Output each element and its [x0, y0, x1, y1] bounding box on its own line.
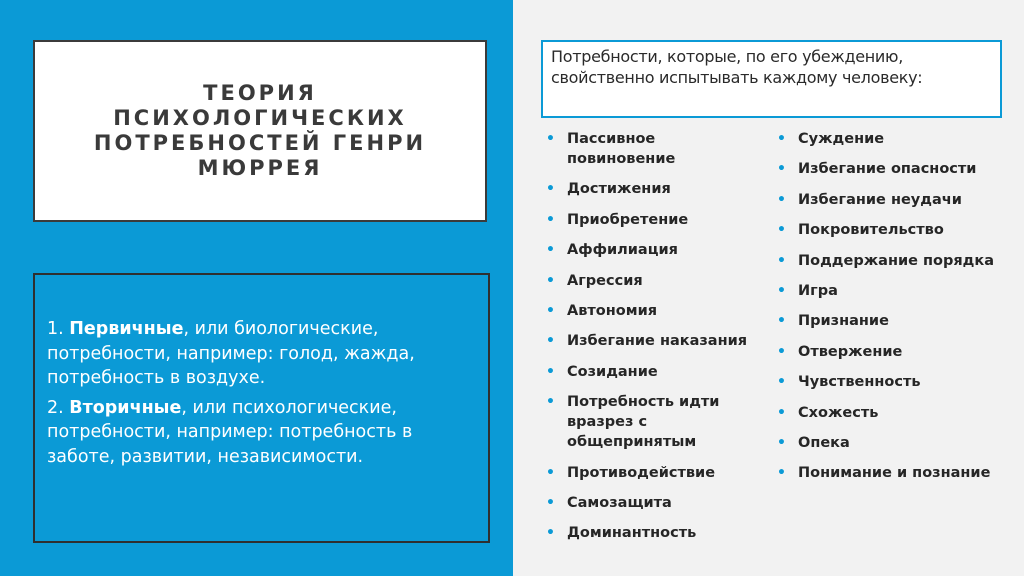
- need-label: Достижения: [567, 181, 671, 198]
- needs-list-right: [777, 129, 1017, 494]
- bullet-icon: •: [546, 525, 555, 542]
- bullet-icon: •: [777, 404, 786, 421]
- need-label: Пассивное повиновение: [567, 131, 676, 167]
- need-item: [777, 372, 1017, 392]
- bullet-icon: •: [546, 211, 555, 228]
- bullet-icon: •: [546, 363, 555, 380]
- bullet-icon: •: [777, 282, 786, 299]
- bullet-icon: •: [546, 464, 555, 481]
- bullet-icon: •: [777, 434, 786, 451]
- need-label: Схожесть: [798, 404, 879, 421]
- need-label: Избегание наказания: [567, 333, 748, 350]
- bullet-icon: •: [777, 161, 786, 178]
- need-label: Автономия: [567, 302, 658, 319]
- bullet-icon: •: [546, 333, 555, 350]
- need-label: Покровительство: [798, 222, 944, 239]
- needs-list-left: [546, 129, 766, 554]
- need-label: Суждение: [798, 131, 885, 147]
- need-item: [777, 463, 1017, 483]
- need-item: [777, 433, 1017, 453]
- callout-box: Потребности, которые, по его убеждению, свойственно испытывать каждому человеку:: [541, 40, 1002, 118]
- bullet-icon: •: [546, 181, 555, 198]
- bullet-icon: •: [546, 272, 555, 289]
- need-item: [546, 301, 766, 321]
- bullet-icon: •: [546, 302, 555, 319]
- need-item: [546, 523, 766, 543]
- need-item: [546, 271, 766, 291]
- secondary-needs-text: , или психологические, потребности, например: потребность в заботе, развитии, независимости.: [47, 397, 413, 467]
- need-label: Поддержание порядка: [798, 252, 995, 269]
- need-label: Понимание и познание: [798, 465, 991, 482]
- bullet-icon: •: [777, 313, 786, 330]
- bullet-icon: •: [546, 131, 555, 147]
- need-label: Самозащита: [567, 494, 672, 511]
- need-item: [546, 331, 766, 351]
- need-item: [546, 493, 766, 513]
- need-label: Избегание опасности: [798, 161, 977, 178]
- bullet-icon: •: [777, 343, 786, 360]
- slide-title: ТЕОРИЯ ПСИХОЛОГИЧЕСКИХ ПОТРЕБНОСТЕЙ ГЕНРИ МЮРРЕЯ: [93, 81, 427, 180]
- need-label: Аффилиация: [567, 242, 678, 259]
- bullet-icon: •: [546, 494, 555, 511]
- need-item: [777, 281, 1017, 301]
- need-label: Доминантность: [567, 525, 697, 542]
- bullet-icon: •: [777, 252, 786, 269]
- bullet-icon: •: [777, 131, 786, 147]
- bullet-icon: •: [777, 465, 786, 482]
- need-item: [777, 342, 1017, 362]
- need-item: [546, 179, 766, 199]
- bullet-icon: •: [777, 222, 786, 239]
- need-item: [777, 403, 1017, 423]
- bullet-icon: •: [777, 374, 786, 391]
- need-item: [777, 251, 1017, 271]
- need-item: [546, 392, 766, 452]
- need-item: [546, 240, 766, 260]
- secondary-needs-number: 2.: [47, 397, 64, 418]
- need-label: Отвержение: [798, 343, 903, 360]
- need-label: Приобретение: [567, 211, 689, 228]
- classification-box: [33, 273, 490, 543]
- secondary-needs-paragraph: [47, 396, 474, 470]
- title-box: [33, 40, 487, 222]
- need-item: [777, 159, 1017, 179]
- need-label: Опека: [798, 434, 850, 451]
- need-item: [777, 190, 1017, 210]
- need-item: [777, 311, 1017, 331]
- need-label: Созидание: [567, 363, 658, 380]
- need-item: [546, 463, 766, 483]
- need-item: [546, 362, 766, 382]
- need-label: Избегание неудачи: [798, 191, 962, 208]
- need-item: [777, 220, 1017, 240]
- need-label: Чувственность: [798, 374, 921, 391]
- need-item: [546, 129, 766, 169]
- primary-needs-text: , или биологические, потребности, например: голод, жажда, потребность в воздухе.: [47, 319, 415, 388]
- primary-needs-term: Первичные: [69, 319, 184, 339]
- secondary-needs-term: Вторичные: [69, 397, 182, 418]
- primary-needs-number: 1.: [47, 319, 64, 339]
- need-label: Агрессия: [567, 272, 643, 289]
- need-label: Игра: [798, 282, 838, 299]
- need-label: Признание: [798, 313, 889, 330]
- bullet-icon: •: [546, 242, 555, 259]
- need-label: Противодействие: [567, 464, 716, 481]
- bullet-icon: •: [546, 394, 555, 411]
- bullet-icon: •: [777, 191, 786, 208]
- need-item: [777, 129, 1017, 149]
- need-label: Потребность идти вразрез с общепринятым: [567, 394, 720, 451]
- need-item: [546, 210, 766, 230]
- primary-needs-paragraph: [47, 317, 474, 391]
